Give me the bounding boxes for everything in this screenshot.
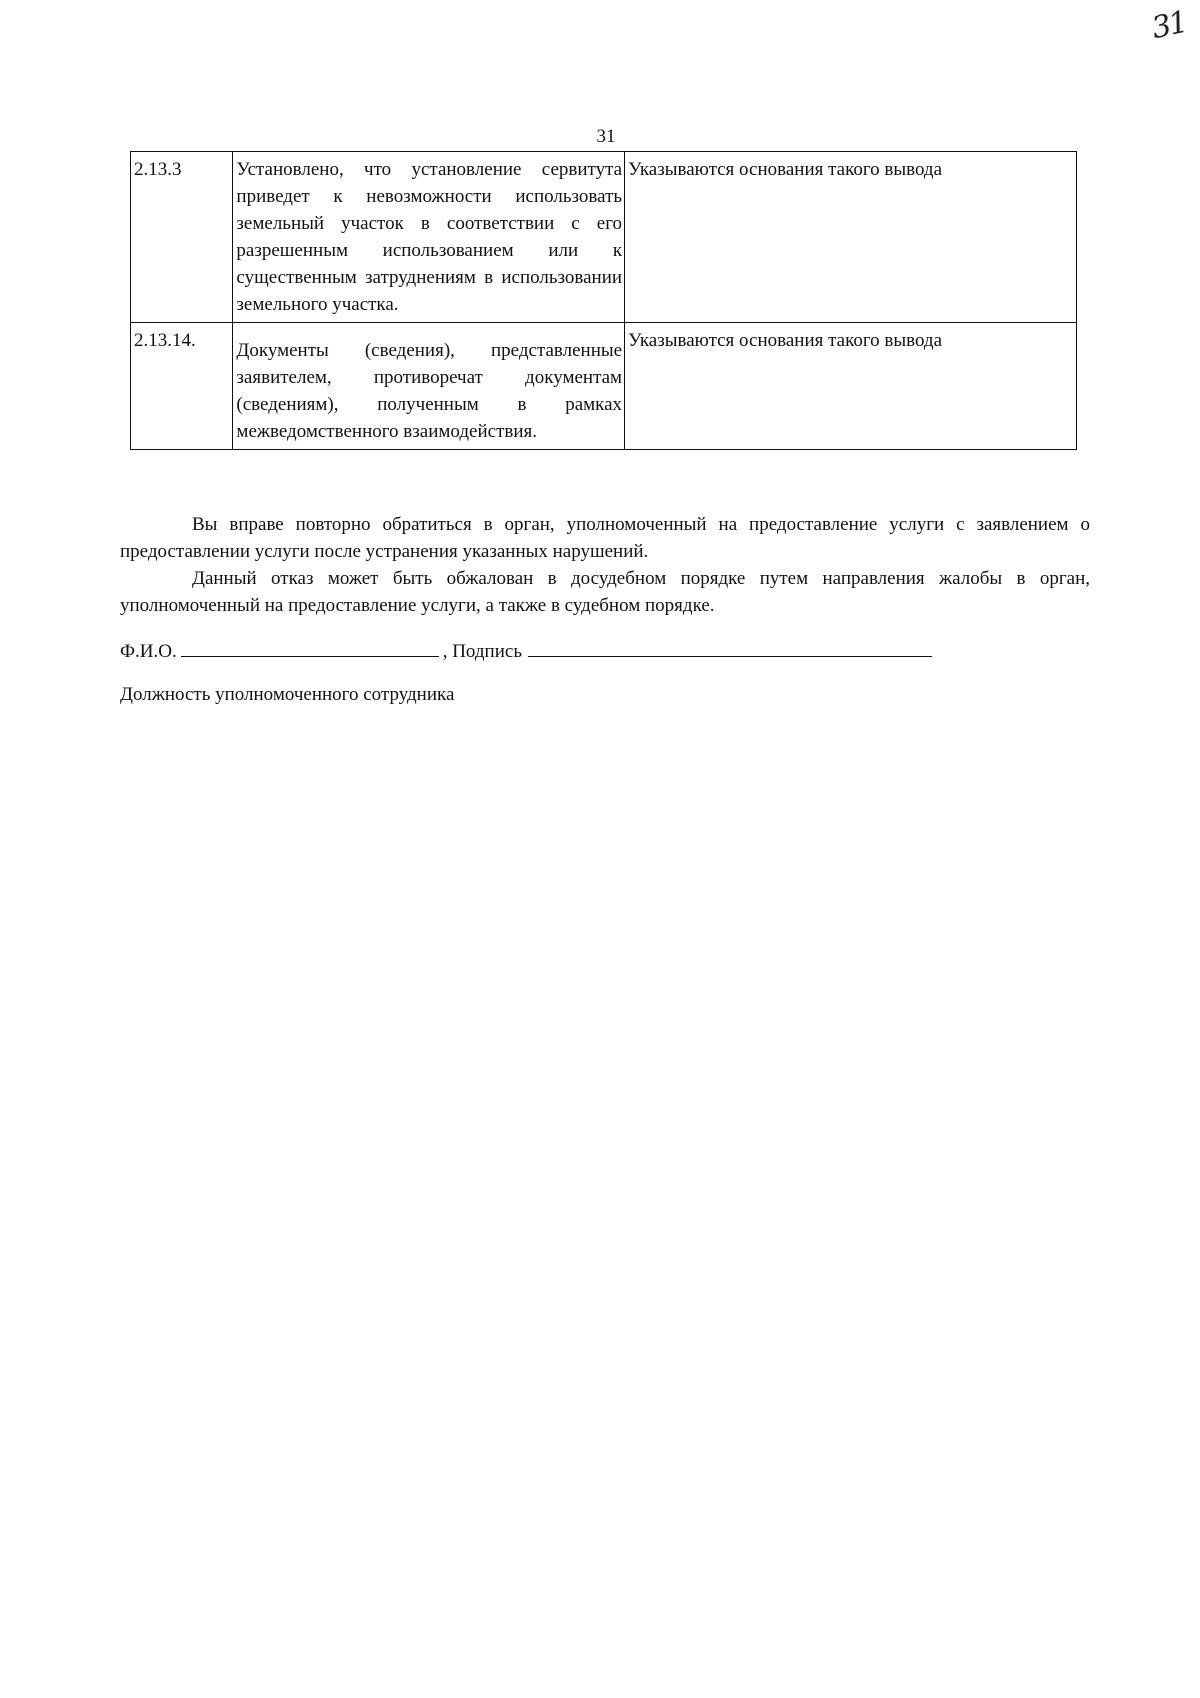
fio-blank (181, 636, 439, 657)
signature-blank (528, 636, 932, 657)
appeal-paragraph: Данный отказ может быть обжалован в досудебном порядке путем направления жалобы в орган, уполномоченный на предоставление услуги, а также в судебном порядке. (120, 568, 1090, 616)
ground-code: 2.13.3 (131, 152, 233, 323)
table-row (131, 152, 1077, 323)
handwritten-page-number: 31 (1148, 4, 1190, 47)
ground-explanation: Указываются основания такого вывода (625, 152, 1077, 323)
fio-label: Ф.И.О. (120, 641, 177, 662)
ground-reason: Установлено, что установление сервитута приведет к невозможности использовать земельный участок в соответствии с его разрешенным использованием или к существенным затруднениям в использовании земельного участка. (233, 152, 625, 323)
ground-reason: Документы (сведения), представленные заявителем, противоречат документам (сведениям), полученным в рамках межведомственного взаимодействия. (233, 323, 625, 450)
reapply-paragraph: Вы вправе повторно обратиться в орган, уполномоченный на предоставление услуги с заявлением о предоставлении услуги после устранения указанных нарушений. (120, 514, 1090, 562)
ground-code: 2.13.14. (131, 323, 233, 450)
signature-label: , Подпись (442, 641, 522, 662)
signature-line (120, 636, 932, 665)
table-row (131, 323, 1077, 450)
refusal-grounds-table (130, 151, 1077, 450)
page-number: 31 (596, 126, 616, 147)
position-label: Должность уполномоченного сотрудника (120, 684, 455, 705)
ground-explanation: Указываются основания такого вывода (625, 323, 1077, 450)
